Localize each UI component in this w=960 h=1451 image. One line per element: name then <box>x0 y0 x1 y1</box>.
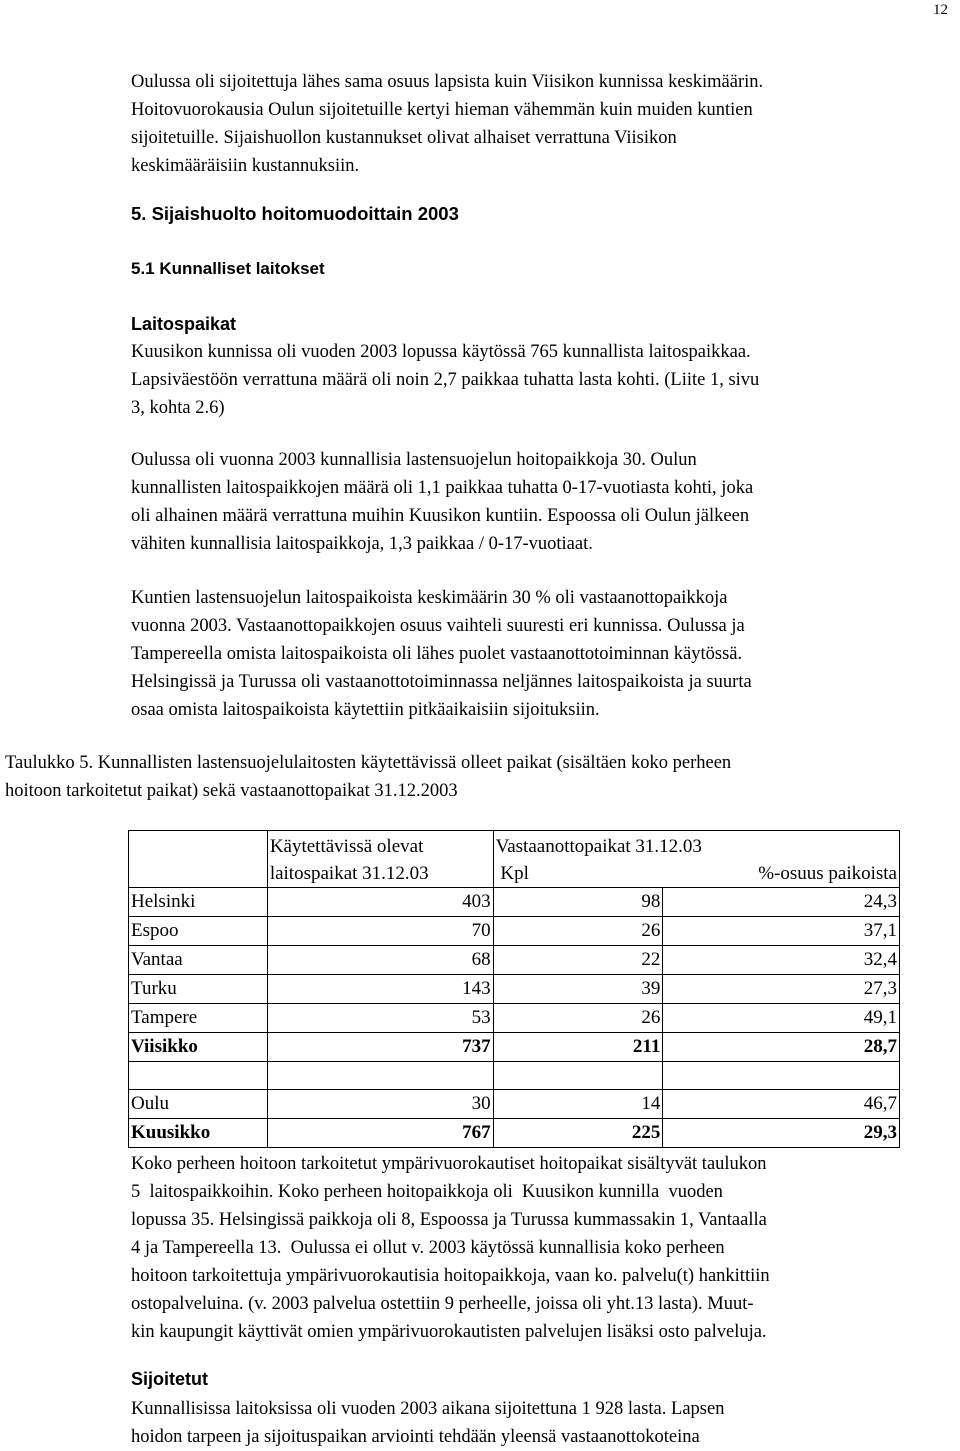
city-cell: Viisikko <box>129 1033 268 1062</box>
paragraph-sijoitetut <box>131 1395 931 1451</box>
places-cell: 53 <box>267 1004 493 1033</box>
sijoitetut-heading: Sijoitetut <box>131 1369 208 1389</box>
empty-cell <box>493 1062 663 1090</box>
table-row <box>129 946 900 975</box>
text-line: lopussa 35. Helsingissä paikkoja oli 8, Espoossa ja Turussa kummassakin 1, Vantaalla <box>131 1210 767 1230</box>
reception-cell: 26 <box>493 1004 663 1033</box>
text-line: Lapsiväestöön verrattuna määrä oli noin 2,7 paikkaa tuhatta lasta kohti. (Liite 1, sivu <box>131 370 760 390</box>
text-line: Taulukko 5. Kunnallisten lastensuojelulaitosten käytettävissä olleet paikat (sisältäen koko perheen <box>5 753 732 773</box>
laitospaikat-heading: Laitospaikat <box>131 314 237 334</box>
table-row <box>129 1119 900 1148</box>
table-row <box>129 975 900 1004</box>
text-line: vuonna 2003. Vastaanottopaikkojen osuus vaihteli suuresti eri kunnissa. Oulussa ja <box>131 616 745 636</box>
paragraph-oulu <box>131 446 931 558</box>
places-cell: 767 <box>267 1119 493 1148</box>
header-reception <box>493 831 899 888</box>
text-line: ostopalveluina. (v. 2003 palvelua ostettiin 9 perheelle, joissa oli yht.13 lasta). Muut- <box>131 1294 754 1314</box>
paragraph-koko-perhe <box>131 1150 931 1346</box>
city-cell: Espoo <box>129 917 268 946</box>
header-subrow <box>496 860 897 887</box>
text-line: kin kaupungit käyttivät omien ympärivuorokautisten palvelujen lisäksi osto palveluja. <box>131 1322 767 1342</box>
text-line: Kunnallisissa laitoksissa oli vuoden 2003 aikana sijoitettuna 1 928 lasta. Lapsen <box>131 1399 725 1419</box>
paragraph-laitospaikat <box>131 338 931 422</box>
intro-paragraph <box>131 68 931 180</box>
text-line: Hoitovuorokausia Oulun sijoitetuille kertyi hieman vähemmän kuin muiden kuntien <box>131 100 753 120</box>
table-row <box>129 1004 900 1033</box>
reception-cell: 22 <box>493 946 663 975</box>
city-cell: Tampere <box>129 1004 268 1033</box>
text-line: osaa omista laitospaikoista käytettiin pitkäaikaisiin sijoituksiin. <box>131 700 600 720</box>
table-row <box>129 917 900 946</box>
reception-cell: 14 <box>493 1090 663 1119</box>
city-cell: Turku <box>129 975 268 1004</box>
empty-cell <box>267 1062 493 1090</box>
table-row <box>129 888 900 917</box>
header-text: Kpl <box>495 863 529 884</box>
text-line: hoitoon tarkoitettuja ympärivuorokautisia hoitopaikkoja, vaan ko. palvelu(t) hankittiin <box>131 1266 770 1286</box>
places-cell: 143 <box>267 975 493 1004</box>
paragraph-vastaanotto <box>131 584 931 724</box>
share-cell: 46,7 <box>663 1090 900 1119</box>
text-line: 5 laitospaikkoihin. Koko perheen hoitopaikkoja oli Kuusikon kunnilla vuoden <box>131 1182 723 1202</box>
text-line: oli alhainen määrä verrattuna muihin Kuusikon kuntiin. Espoossa oli Oulun jälkeen <box>131 506 750 526</box>
reception-cell: 98 <box>493 888 663 917</box>
reception-cell: 225 <box>493 1119 663 1148</box>
city-cell: Kuusikko <box>129 1119 268 1148</box>
header-empty-cell <box>129 831 268 888</box>
reception-cell: 26 <box>493 917 663 946</box>
text-line: Helsingissä ja Turussa oli vastaanottotoiminnassa neljännes laitospaikoista ja suurta <box>131 672 752 692</box>
city-cell: Vantaa <box>129 946 268 975</box>
text-line: Tampereella omista laitospaikoista oli lähes puolet vastaanottotoiminnan käytössä. <box>131 644 743 664</box>
places-cell: 737 <box>267 1033 493 1062</box>
city-cell: Helsinki <box>129 888 268 917</box>
text-line: 4 ja Tampereella 13. Oulussa ei ollut v. 2003 käytössä kunnallisia koko perheen <box>131 1238 725 1258</box>
places-table <box>128 830 900 1148</box>
text-line: sijoitetuille. Sijaishuollon kustannukset olivat alhaiset verrattuna Viisikon <box>131 128 677 148</box>
table-spacer-row <box>129 1062 900 1090</box>
header-text: laitospaikat 31.12.03 <box>269 863 429 884</box>
table-row <box>129 1090 900 1119</box>
places-cell: 30 <box>267 1090 493 1119</box>
header-text: Käytettävissä olevat <box>269 836 424 857</box>
empty-cell <box>129 1062 268 1090</box>
header-text: Vastaanottopaikat 31.12.03 <box>495 836 702 857</box>
text-line: vähiten kunnallisia laitospaikkoja, 1,3 paikkaa / 0-17-vuotiaat. <box>131 534 593 554</box>
share-cell: 29,3 <box>663 1119 900 1148</box>
share-cell: 28,7 <box>663 1033 900 1062</box>
header-places <box>267 831 493 888</box>
reception-cell: 39 <box>493 975 663 1004</box>
table-caption <box>5 749 955 805</box>
header-text: %-osuus paikoista <box>758 863 897 884</box>
text-line: keskimääräisiin kustannuksiin. <box>131 156 360 176</box>
city-cell: Oulu <box>129 1090 268 1119</box>
places-cell: 403 <box>267 888 493 917</box>
text-line: hoitoon tarkoitetut paikat) sekä vastaanottopaikat 31.12.2003 <box>5 781 458 801</box>
places-cell: 68 <box>267 946 493 975</box>
reception-cell: 211 <box>493 1033 663 1062</box>
places-cell: 70 <box>267 917 493 946</box>
share-cell: 37,1 <box>663 917 900 946</box>
share-cell: 32,4 <box>663 946 900 975</box>
share-cell: 49,1 <box>663 1004 900 1033</box>
page-number: 12 <box>933 2 948 18</box>
text-line: Kuusikon kunnissa oli vuoden 2003 lopussa käytössä 765 kunnallista laitospaikkaa. <box>131 342 751 362</box>
text-line: Koko perheen hoitoon tarkoitetut ympärivuorokautiset hoitopaikat sisältyvät taulukon <box>131 1154 767 1174</box>
subsection-heading: 5.1 Kunnalliset laitokset <box>131 259 325 278</box>
empty-cell <box>663 1062 900 1090</box>
text-line: Kuntien lastensuojelun laitospaikoista keskimäärin 30 % oli vastaanottopaikkoja <box>131 588 728 608</box>
text-line: Oulussa oli sijoitettuja lähes sama osuus lapsista kuin Viisikon kunnissa keskimäärin. <box>131 72 764 92</box>
text-line: Oulussa oli vuonna 2003 kunnallisia lastensuojelun hoitopaikkoja 30. Oulun <box>131 450 697 470</box>
share-cell: 24,3 <box>663 888 900 917</box>
text-line: 3, kohta 2.6) <box>131 398 225 418</box>
table-row <box>129 1033 900 1062</box>
text-line: kunnallisten laitospaikkojen määrä oli 1,1 paikkaa tuhatta 0-17-vuotiasta kohti, joka <box>131 478 754 498</box>
share-cell: 27,3 <box>663 975 900 1004</box>
text-line: hoidon tarpeen ja sijoituspaikan arviointi tehdään yleensä vastaanottokoteina <box>131 1427 700 1447</box>
section-heading: 5. Sijaishuolto hoitomuodoittain 2003 <box>131 203 459 224</box>
table-header-row <box>129 831 900 888</box>
